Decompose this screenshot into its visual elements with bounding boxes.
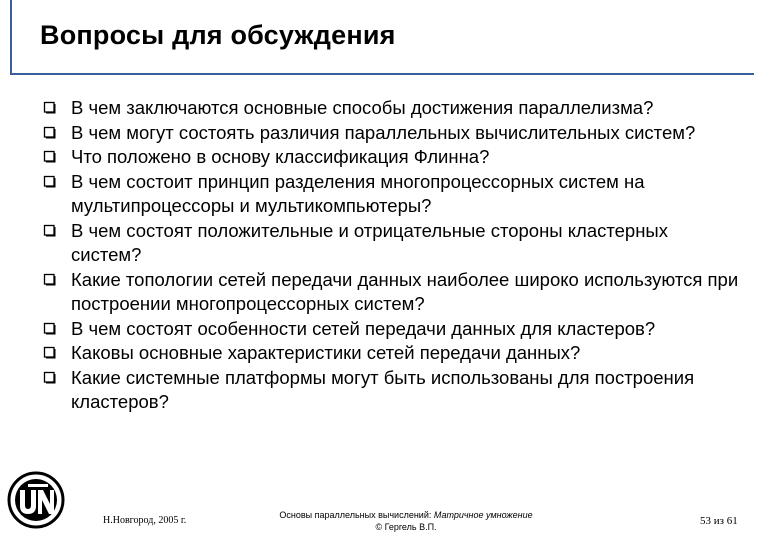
list-item <box>43 96 743 121</box>
unn-logo <box>6 470 66 530</box>
checkbox-bullet-icon <box>43 371 57 385</box>
question-text: В чем состоят особенности сетей передачи данных для кластеров? <box>71 317 656 339</box>
footer-location-date: Н.Новгород, 2005 г. <box>103 515 187 526</box>
checkbox-bullet-icon <box>43 322 57 336</box>
footer-author: © Гергель В.П. <box>375 522 437 532</box>
question-text: В чем заключаются основные способы достижения параллелизма? <box>71 97 654 118</box>
checkbox-bullet-icon <box>43 175 57 189</box>
list-item <box>43 317 743 342</box>
checkbox-bullet-icon <box>43 273 57 287</box>
list-item <box>43 366 743 415</box>
list-item <box>43 145 743 170</box>
question-text: Что положено в основу классификация Флинна? <box>71 146 490 167</box>
footer-course-topic: Матричное умножение <box>433 510 533 520</box>
checkbox-bullet-icon <box>43 150 57 164</box>
list-item <box>43 170 743 219</box>
list-item <box>43 121 743 146</box>
page-title: Вопросы для обсуждения <box>40 20 396 50</box>
question-text: В чем могут состоять различия параллельных вычислительных систем? <box>71 121 696 143</box>
checkbox-bullet-icon <box>43 101 57 115</box>
footer-course-prefix: Основы параллельных вычислений: <box>279 510 434 520</box>
question-text: В чем состоят положительные и отрицательные стороны кластерных систем? <box>71 219 668 265</box>
footer-course <box>250 509 562 533</box>
question-text: Какие топологии сетей передачи данных наиболее широко используются при построении многопроцессорных систем? <box>71 268 739 314</box>
checkbox-bullet-icon <box>43 126 57 140</box>
question-text: В чем состоит принцип разделения многопроцессорных систем на мультипроцессоры и мультикомпьютеры? <box>71 170 645 216</box>
question-text: Каковы основные характеристики сетей передачи данных? <box>71 342 581 363</box>
page-number: 53 из 61 <box>700 515 738 527</box>
list-item <box>43 341 743 366</box>
question-list <box>43 96 743 415</box>
checkbox-bullet-icon <box>43 346 57 360</box>
list-item <box>43 268 743 317</box>
question-text: Какие системные платформы могут быть использованы для построения кластеров? <box>71 366 695 412</box>
list-item <box>43 219 743 268</box>
checkbox-bullet-icon <box>43 224 57 238</box>
